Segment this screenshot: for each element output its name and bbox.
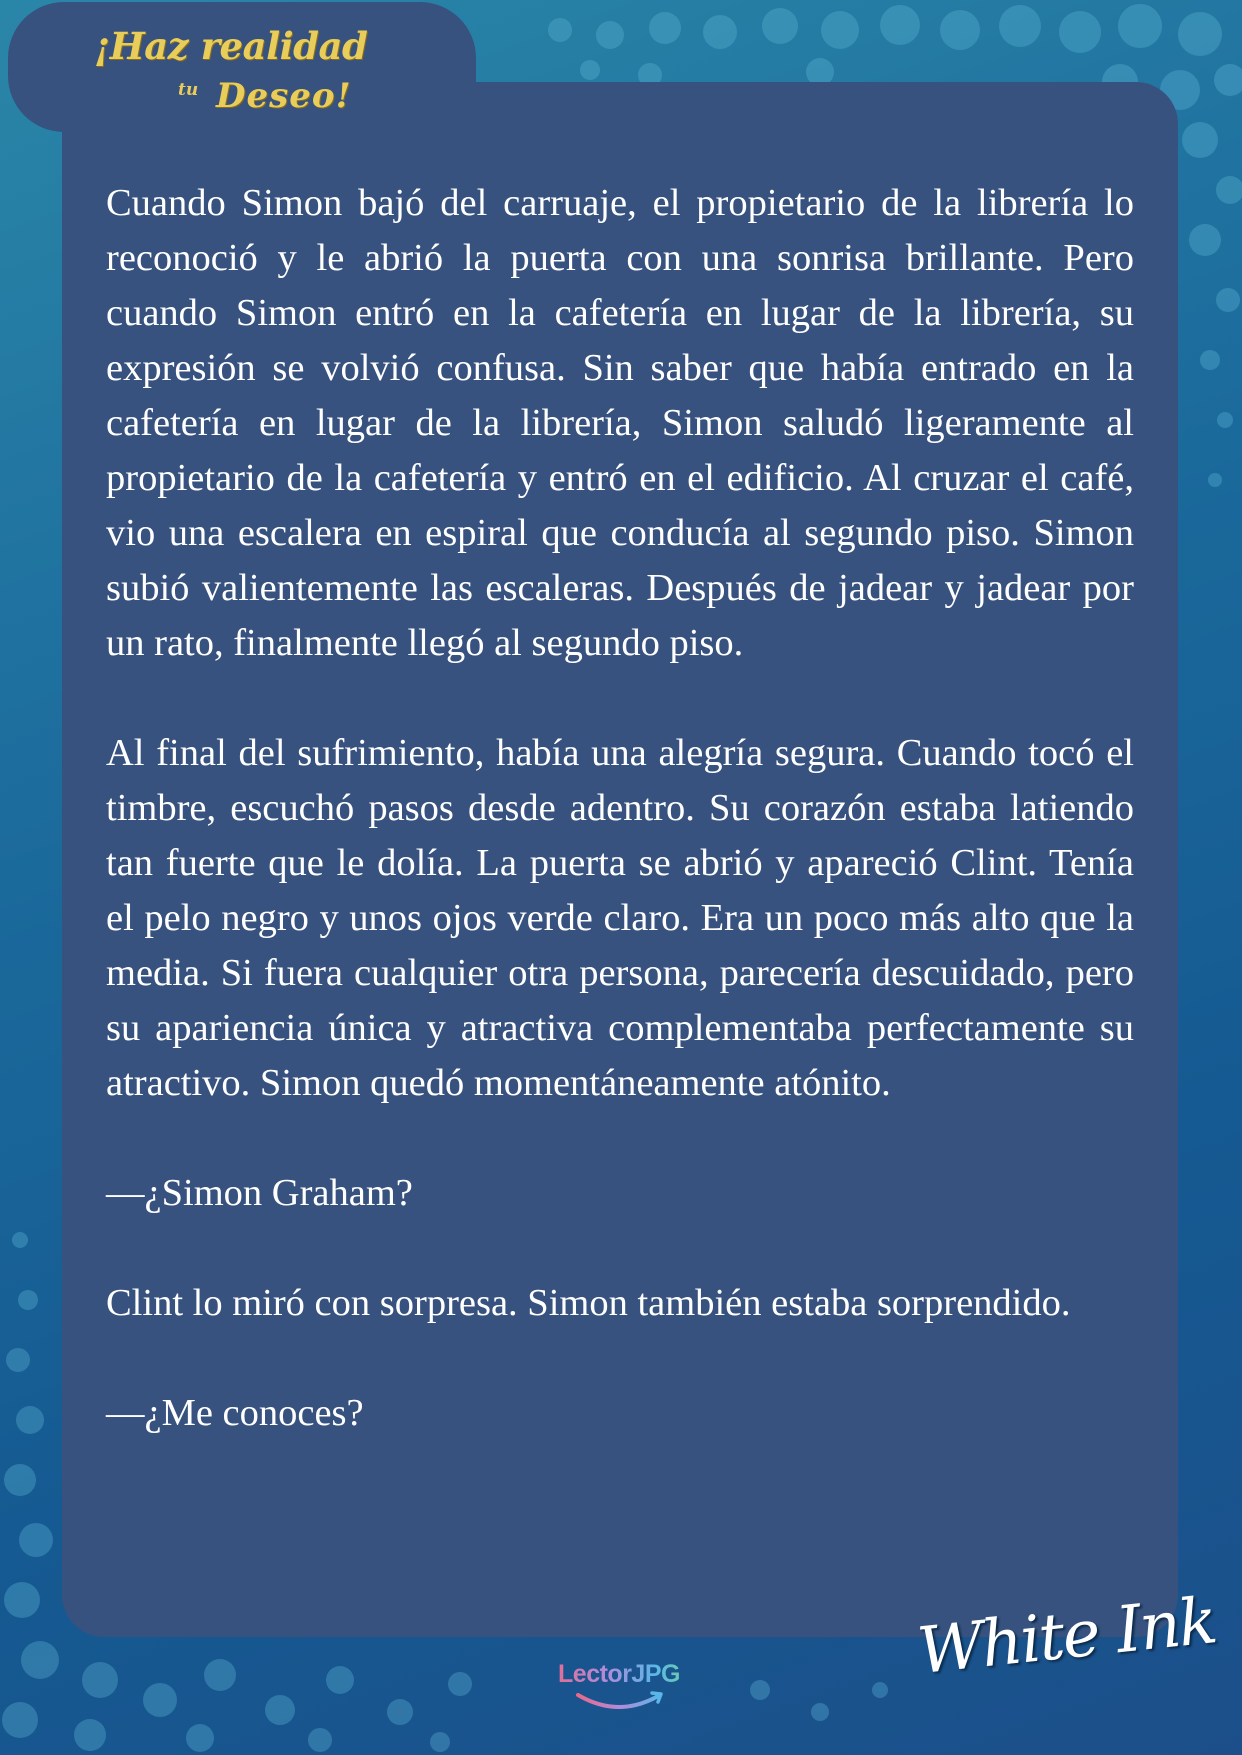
logo-tu: tu xyxy=(178,80,199,100)
lectorjpg-watermark xyxy=(548,1660,690,1726)
signature-text: White Ink xyxy=(914,1584,1220,1689)
site-logo xyxy=(90,18,380,123)
paragraph-2: Al final del sufrimiento, había una alegría segura. Cuando tocó el timbre, escuchó pasos desde adentro. Su corazón estaba latiendo tan fuerte que le dolía. La puerta se abrió y apareció Clint. Tenía el pelo negro y unos ojos verde claro. Era un poco más alto que la media. Si fuera cualquier otra persona, parecería descuidado, pero su apariencia única y atractiva complementaba perfectamente su atractivo. Simon quedó momentáneamente atónito. xyxy=(106,732,1134,1104)
watermark-text: LectorJPG xyxy=(548,1660,690,1689)
paragraph-3: Clint lo miró con sorpresa. Simon también estaba sorprendido. xyxy=(106,1282,1071,1324)
story-text xyxy=(106,176,1134,1441)
logo-line2: Deseo! xyxy=(216,76,352,116)
smile-arrow-icon xyxy=(564,1689,674,1715)
dialogue-2: —¿Me conoces? xyxy=(106,1392,364,1434)
white-ink-signature xyxy=(914,1584,1220,1725)
logo-line1: ¡Haz realidad xyxy=(94,24,368,68)
paragraph-1: Cuando Simon bajó del carruaje, el propietario de la librería lo reconoció y le abrió la puerta con una sonrisa brillante. Pero cuando Simon entró en la cafetería en lugar de la librería, su expresión se volvió confusa. Sin saber que había entrado en la cafetería en lugar de la librería, Simon saludó ligeramente al propietario de la cafetería y entró en el edificio. Al cruzar el café, vio una escalera en espiral que conducía al segundo piso. Simon subió valientemente las escaleras. Después de jadear y jadear por un rato, finalmente llegó al segundo piso. xyxy=(106,182,1134,664)
dialogue-1: —¿Simon Graham? xyxy=(106,1172,413,1214)
